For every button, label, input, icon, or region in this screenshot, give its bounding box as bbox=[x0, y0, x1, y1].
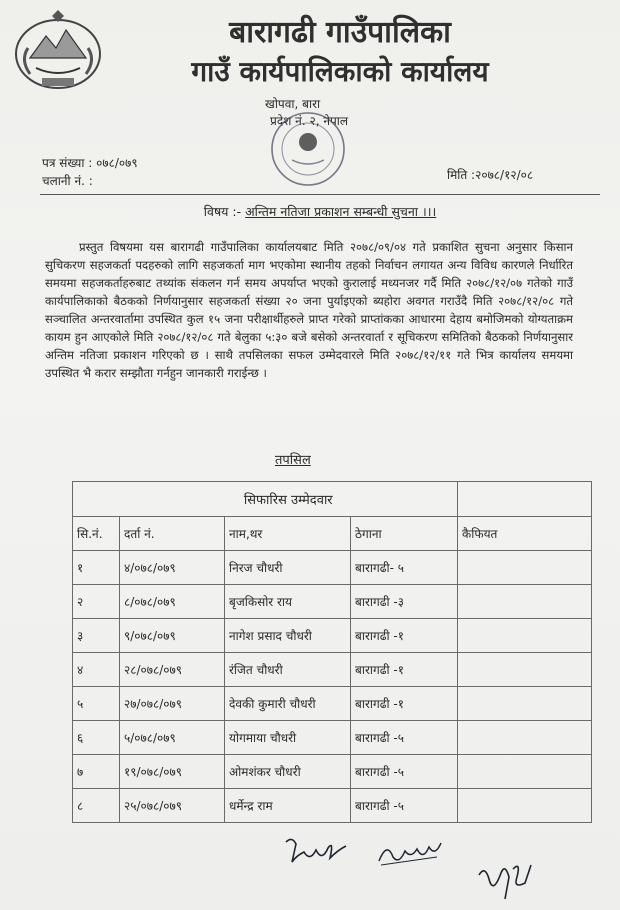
cell-name: योगमाया चौधरी bbox=[225, 721, 351, 755]
cell-registration-no: ९/०७८/०७९ bbox=[120, 619, 225, 653]
cell-remarks bbox=[458, 653, 592, 687]
subject-line bbox=[40, 203, 600, 220]
letter-number: पत्र संख्या : ०७८/०७९ bbox=[42, 156, 138, 170]
cell-remarks bbox=[458, 721, 592, 755]
cell-sn: ७ bbox=[73, 755, 120, 789]
cell-registration-no: ४/०७८/०७९ bbox=[120, 551, 225, 585]
cell-name: बृजकिसोर राय bbox=[225, 585, 351, 619]
dispatch-number: चलानी नं. : bbox=[42, 174, 93, 188]
cell-sn: ३ bbox=[73, 619, 120, 653]
table-row bbox=[73, 721, 592, 755]
col-registration-no: दर्ता नं. bbox=[120, 517, 225, 551]
table-row bbox=[73, 789, 592, 823]
table-spacer bbox=[73, 482, 120, 517]
cell-remarks bbox=[458, 687, 592, 721]
cell-sn: १ bbox=[73, 551, 120, 585]
recommended-candidates-table bbox=[72, 481, 592, 823]
cell-address: बारागढी -१ bbox=[351, 687, 458, 721]
table-row bbox=[73, 551, 592, 585]
cell-address: बारागढी- ५ bbox=[351, 551, 458, 585]
cell-remarks bbox=[458, 551, 592, 585]
signature-1 bbox=[282, 832, 352, 872]
table-row bbox=[73, 619, 592, 653]
cell-name: धर्मेन्द्र राम bbox=[225, 789, 351, 823]
cell-address: बारागढी -१ bbox=[351, 653, 458, 687]
cell-remarks bbox=[458, 789, 592, 823]
col-address: ठेगाना bbox=[351, 517, 458, 551]
table-caption: सिफारिस उम्मेदवार bbox=[120, 482, 458, 517]
table-header-row bbox=[73, 517, 592, 551]
office-title: गाउँ कार्यपालिकाको कार्यालय bbox=[191, 55, 489, 88]
cell-registration-no: ८/०७८/०७९ bbox=[120, 585, 225, 619]
col-remarks: कैफियत bbox=[458, 517, 592, 551]
cell-address: बारागढी -५ bbox=[351, 755, 458, 789]
signature-3 bbox=[475, 855, 535, 905]
cell-sn: ६ bbox=[73, 721, 120, 755]
cell-sn: ८ bbox=[73, 789, 120, 823]
address-line: खोपवा, बारा bbox=[265, 97, 321, 111]
cell-remarks bbox=[458, 619, 592, 653]
cell-registration-no: ५/०७८/०७९ bbox=[120, 721, 225, 755]
signature-2 bbox=[375, 835, 447, 871]
table-spacer bbox=[458, 482, 592, 517]
cell-name: नागेश प्रसाद चौधरी bbox=[225, 619, 351, 653]
cell-registration-no: २८/०७८/०७९ bbox=[120, 653, 225, 687]
cell-sn: ५ bbox=[73, 687, 120, 721]
table-row bbox=[73, 585, 592, 619]
cell-name: निरज चौधरी bbox=[225, 551, 351, 585]
office-seal-stamp bbox=[262, 108, 354, 190]
notice-body: प्रस्तुत विषयमा यस बारागढी गाउँपालिका कार्यालयबाट मिति २०७८/०९/०४ गते प्रकाशित सुचना अनुसार किसान सुचिकरण सहजकर्ता पदहरुको लागि सहजकर्ता माग भएकोमा स्थानीय तहको निर्वाचन लगायत अन्य विविध कारणले निर्धारित समयमा सहजकर्ताहरुबाट तथ्यांक संकलन गर्न समय अपर्याप्त भएको कुरालाई मध्यनजर गर्दै मिति २०७८/१२/०७ गतेको गाउँ कार्यपालिकाको बैठकको निर्णयानुसार सहजकर्ता संख्या २० जना पुर्याइएको ब्यहोरा अवगत गराउँदै मिति २०७८/१२/०८ गते सञ्चालित अन्तरवार्तामा उपस्थित कुल १५ जना परीक्षार्थीहरुले प्राप्त गरेको प्राप्तांकका आधारमा देहाय बमोजिमको योग्यताक्रम कायम हुन आएकोले मिति २०७८/१२/०८ गते बेलुका ५:३० बजे बसेको अन्तरवार्ता र सूचिकरण समितिको बैठकको निर्णयानुसार अन्तिम नतिजा प्रकाशन गरिएको छ । साथै तपसिलका सफल उम्मेदवारले मिति २०७८/१२/११ गते भित्र कार्यालय समयमा उपस्थित भै करार सम्झौता गर्नहुन जानकारी गराईन्छ । bbox=[45, 240, 573, 380]
cell-sn: २ bbox=[73, 585, 120, 619]
cell-registration-no: २७/०७८/०७९ bbox=[120, 687, 225, 721]
col-sn: सि.नं. bbox=[73, 517, 120, 551]
table-row bbox=[73, 755, 592, 789]
cell-address: बारागढी -५ bbox=[351, 721, 458, 755]
cell-name: देवकी कुमारी चौधरी bbox=[225, 687, 351, 721]
table-row bbox=[73, 653, 592, 687]
header-divider bbox=[40, 194, 600, 195]
cell-registration-no: १९/०७८/०७९ bbox=[120, 755, 225, 789]
subject-text: अन्तिम नतिजा प्रकाशन सम्बन्धी सुचना ।।। bbox=[245, 204, 437, 219]
cell-remarks bbox=[458, 755, 592, 789]
cell-name: ओमशंकर चौधरी bbox=[225, 755, 351, 789]
cell-name: रंजित चौधरी bbox=[225, 653, 351, 687]
municipality-title: बारागढी गाउँपालिका bbox=[229, 15, 451, 50]
nepal-emblem-logo bbox=[8, 8, 108, 94]
schedule-heading: तपसिल bbox=[275, 453, 311, 468]
col-name: नाम,थर bbox=[225, 517, 351, 551]
table-row bbox=[73, 687, 592, 721]
subject-prefix: विषय :- bbox=[203, 204, 246, 219]
cell-registration-no: २५/०७८/०७९ bbox=[120, 789, 225, 823]
province-line: प्रदेश नं. २, नेपाल bbox=[270, 114, 349, 128]
cell-address: बारागढी -५ bbox=[351, 789, 458, 823]
cell-sn: ४ bbox=[73, 653, 120, 687]
cell-remarks bbox=[458, 585, 592, 619]
letter-date: मिति :२०७८/१२/०८ bbox=[447, 168, 534, 182]
cell-address: बारागढी -१ bbox=[351, 619, 458, 653]
cell-address: बारागढी -३ bbox=[351, 585, 458, 619]
